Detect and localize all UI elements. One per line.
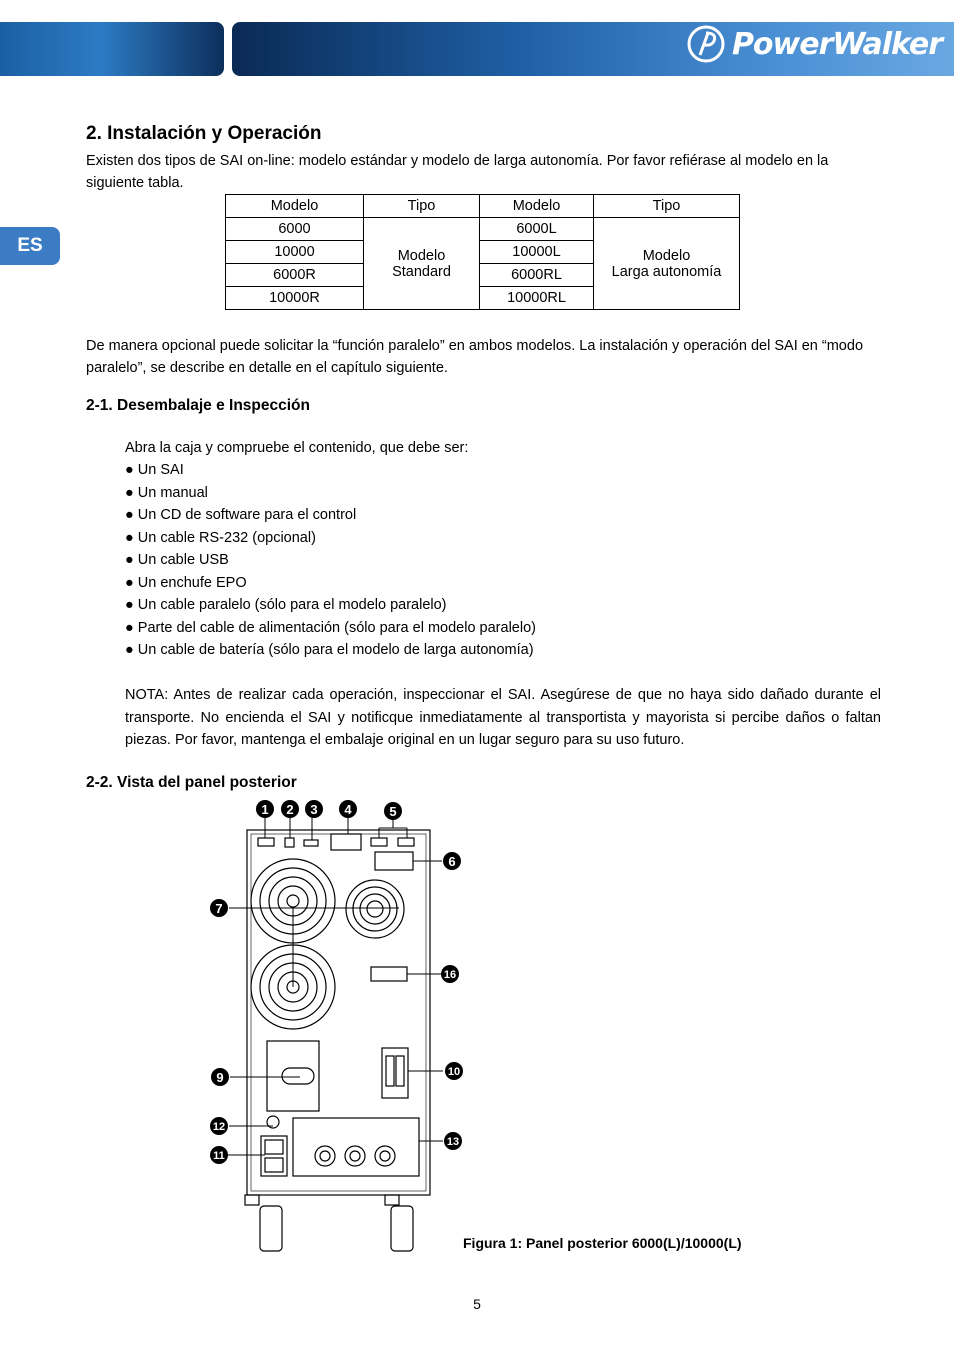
page-number: 5 [473,1296,481,1312]
table-header: Modelo [480,195,594,218]
unpack-intro: Abra la caja y compruebe el contenido, que debe ser: [125,440,469,456]
callout-label: 7 [215,901,223,916]
contents-list [125,459,536,662]
language-tab[interactable]: ES [0,227,60,265]
long-type-cell [594,218,740,310]
parallel-note: De manera opcional puede solicitar la “función paralelo” en ambos modelos. La instalación y operación del SAI en “modo paralelo”, se describe en detalle en el capítulo siguiente. [86,338,864,376]
type-line: Modelo [397,247,446,264]
subsection-title-rear-panel: 2-2. Vista del panel posterior [86,774,297,791]
brand-name: PowerWalker [731,26,942,62]
standard-type-cell [364,218,480,310]
header-band-left [0,22,224,76]
callout-label: 5 [389,804,397,819]
table-cell: 10000L [480,241,594,264]
type-line: Modelo [642,247,691,264]
intro-paragraph: Existen dos tipos de SAI on-line: modelo estándar y modelo de larga autonomía. Por favor refiérase al modelo en la siguiente tabla. [86,153,829,191]
nota-paragraph: NOTA: Antes de realizar cada operación, inspeccionar el SAI. Asegúrese de que no haya sido dañado durante el transporte. No encienda el SAI y notificque inmediatamente al transportista y mayorista si percibe daños o faltan piezas. Por favor, mantenga el embalaje original en un lugar seguro para su uso futuro. [125,687,881,748]
list-item: ● Un cable USB [125,552,229,568]
list-item: ● Un manual [125,484,208,501]
callout-label: 13 [446,1136,460,1148]
powerwalker-logo-icon [686,24,726,64]
table-cell: 6000R [226,264,364,287]
table-header-row [226,195,740,218]
callout-label: 2 [286,802,294,817]
list-item: ● Un cable RS-232 (opcional) [125,529,316,546]
table-cell: 10000R [226,287,364,310]
list-item: ● Un cable paralelo (sólo para el modelo paralelo) [125,597,447,613]
table-header: Tipo [594,195,740,218]
callout-label: 12 [212,1121,226,1133]
table-cell: 6000 [226,218,364,241]
figure-caption: Figura 1: Panel posterior 6000(L)/10000(L) [463,1235,742,1251]
table-row [226,218,740,241]
list-item: ● Un SAI [125,462,184,478]
list-item: ● Un CD de software para el control [125,507,357,523]
callout-label: 10 [447,1066,461,1078]
type-line: Larga autonomía [611,263,722,280]
table-cell: 6000L [480,218,594,241]
subsection-title-unpacking: 2-1. Desembalaje e Inspección [86,397,310,414]
list-item: ● Parte del cable de alimentación (sólo para el modelo paralelo) [125,619,536,636]
list-item: ● Un cable de batería (sólo para el modelo de larga autonomía) [125,642,534,658]
table-cell: 10000RL [480,287,594,310]
section-title: 2. Instalación y Operación [86,123,322,144]
callout-label: 11 [213,1150,225,1162]
callout-label: 1 [261,802,269,817]
callout-label: 3 [310,802,318,817]
callout-label: 9 [216,1070,224,1085]
table-header: Modelo [226,195,364,218]
table-cell: 10000 [226,241,364,264]
rear-panel-figure [205,798,475,1253]
type-line: Standard [392,263,451,280]
brand-logo [686,24,942,64]
callout-label: 16 [443,969,457,981]
list-item: ● Un enchufe EPO [125,574,247,591]
model-table [225,194,740,310]
table-cell: 6000RL [480,264,594,287]
callout-label: 6 [448,854,456,869]
callout-label: 4 [344,802,352,817]
table-header: Tipo [364,195,480,218]
